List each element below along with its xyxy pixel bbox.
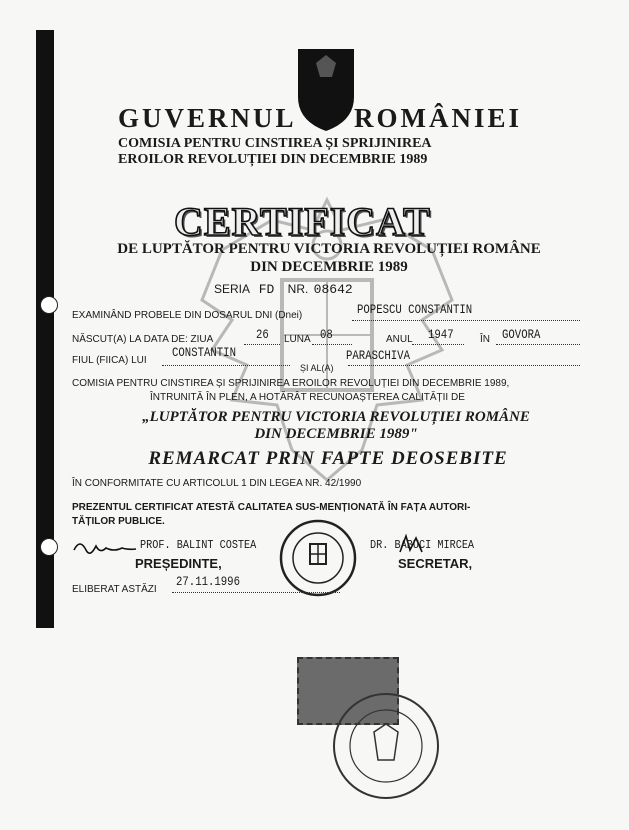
- birth-month: 08: [320, 327, 333, 342]
- distinction-text: REMARCAT PRIN FAPTE DEOSEBITE: [148, 448, 508, 469]
- commission-line-2: EROILOR REVOLUȚIEI DIN DECEMBRIE 1989: [118, 152, 428, 167]
- conformity-text: ÎN CONFORMITATE CU ARTICOLUL 1 DIN LEGEA NR. 42/1990: [72, 478, 362, 489]
- punch-hole: [40, 538, 58, 556]
- birth-day: 26: [256, 327, 269, 342]
- mother-name: PARASCHIVA: [346, 348, 410, 363]
- government-title-right: ROMÂNIEI: [354, 103, 523, 133]
- decree-line-2: DIN DECEMBRIE 1989": [254, 426, 418, 442]
- and-label: ȘI AL(A): [300, 363, 334, 373]
- punch-hole: [40, 296, 58, 314]
- place-label: ÎN: [480, 334, 490, 345]
- government-crest-icon: [296, 47, 356, 133]
- certificate-number: 08642: [313, 282, 353, 297]
- examining-label: EXAMINÂND PROBELE DIN DOSARUL DNI (Dnei): [72, 310, 303, 321]
- born-label: NĂSCUT(A) LA DATA DE: ZIUA: [72, 334, 214, 345]
- issued-underline: [172, 592, 340, 593]
- subtitle-line-2: DIN DECEMBRIE 1989: [250, 259, 408, 275]
- mother-underline: [348, 365, 580, 366]
- year-underline: [412, 344, 464, 345]
- number-label: NR.: [287, 282, 309, 296]
- day-underline: [244, 344, 280, 345]
- month-underline: [312, 344, 352, 345]
- notary-round-seal: [330, 690, 442, 802]
- government-title-left: GUVERNUL: [118, 103, 297, 133]
- commission-line-1: COMISIA PENTRU CINSTIREA ȘI SPRIJINIREA: [118, 136, 432, 151]
- series-value: FD: [258, 282, 275, 297]
- birth-year: 1947: [428, 327, 454, 342]
- year-label: ANUL: [386, 334, 413, 345]
- official-round-seal: [278, 518, 358, 598]
- plenary-statement: ÎNTRUNITĂ ÎN PLEN, A HOTĂRÂT RECUNOAȘTEREA CALITĂȚII DE: [150, 392, 465, 403]
- decree-title: [86, 409, 586, 443]
- name-underline: [352, 320, 580, 321]
- decree-line-1: „LUPTĂTOR PENTRU VICTORIA REVOLUȚIEI ROMÂNE: [142, 409, 530, 425]
- attest-line-1: PREZENTUL CERTIFICAT ATESTĂ CALITATEA SUS-MENȚIONATĂ ÎN FAȚA AUTORI-: [72, 502, 471, 513]
- series-number: [214, 282, 353, 297]
- secretary-role: SECRETAR,: [398, 556, 473, 571]
- certificate-subtitle: [74, 240, 584, 276]
- issued-label: ELIBERAT ASTĂZI: [72, 584, 157, 595]
- commission-name: [118, 136, 548, 168]
- president-name: PROF. BALINT COSTEA: [140, 538, 257, 552]
- month-label: LUNA: [284, 334, 311, 345]
- subtitle-line-1: DE LUPTĂTOR PENTRU VICTORIA REVOLUȚIEI ROMÂNE: [117, 241, 541, 257]
- birth-place: GOVORA: [502, 327, 541, 342]
- father-name: CONSTANTIN: [172, 345, 236, 360]
- father-underline: [162, 365, 290, 366]
- son-of-label: FIUL (FIICA) LUI: [72, 355, 147, 366]
- place-underline: [496, 344, 580, 345]
- series-label: SERIA: [214, 282, 250, 296]
- president-signature-scribble: [70, 536, 140, 560]
- issued-date: 27.11.1996: [176, 574, 240, 589]
- commission-statement: COMISIA PENTRU CINSTIREA ȘI SPRIJINIREA EROILOR REVOLUȚIEI DIN DECEMBRIE 1989,: [72, 378, 510, 389]
- certificate-title: CERTIFICAT: [174, 199, 431, 244]
- secretary-name: DR. BABUCI MIRCEA: [370, 538, 475, 552]
- holder-name: POPESCU CONSTANTIN: [357, 302, 473, 317]
- president-role: PREȘEDINTE,: [135, 556, 222, 571]
- attest-line-2: TĂȚILOR PUBLICE.: [72, 516, 165, 527]
